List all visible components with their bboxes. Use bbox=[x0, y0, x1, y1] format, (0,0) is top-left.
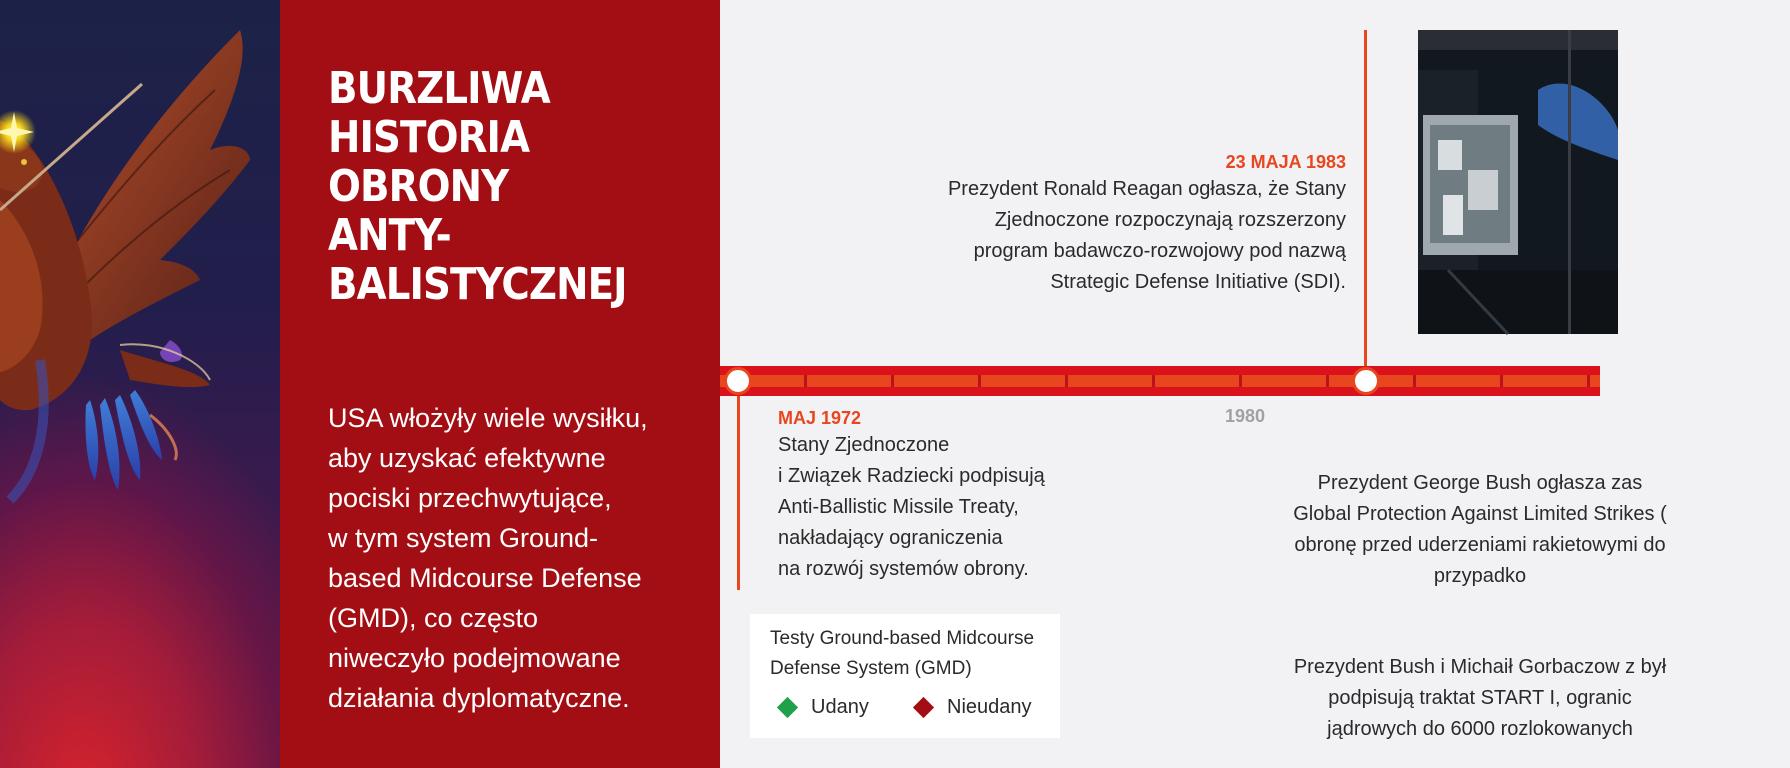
event-line: na rozwój systemów obrony. bbox=[778, 558, 1029, 580]
title-line: OBRONY bbox=[328, 161, 509, 212]
event-photo bbox=[1418, 30, 1618, 334]
intro-line: aby uzyskać efektywne bbox=[328, 443, 606, 473]
intro-line: based Midcourse Defense bbox=[328, 563, 642, 593]
eagle-illustration bbox=[0, 0, 280, 768]
legend-title bbox=[770, 624, 1034, 684]
connector-1983 bbox=[1364, 30, 1367, 370]
event-line: Global Protection Against Limited Strikes ( bbox=[1293, 503, 1667, 525]
event-line: Prezydent Ronald Reagan ogłasza, że Stany bbox=[947, 178, 1346, 200]
timeline-node-1983[interactable] bbox=[1352, 367, 1380, 395]
photo-image bbox=[1418, 30, 1618, 334]
legend-failure bbox=[916, 696, 1032, 719]
title-line: ANTY- bbox=[328, 210, 451, 261]
intro-line: w tym system Ground- bbox=[328, 523, 599, 553]
intro-line: (GMD), co często bbox=[328, 603, 539, 633]
legend-success bbox=[780, 696, 869, 719]
event-line: jądrowych do 6000 rozlokowanych bbox=[1327, 718, 1633, 740]
event-date: 23 MAJA 1983 bbox=[1225, 152, 1346, 172]
event-line: Prezydent George Bush ogłasza zas bbox=[1317, 472, 1643, 494]
event-line: podpisują traktat START I, ogranic bbox=[1328, 687, 1632, 709]
title-line: BURZLIWA bbox=[328, 63, 550, 114]
event-1972 bbox=[778, 406, 1045, 585]
event-date: MAJ 1972 bbox=[778, 408, 862, 428]
event-1983 bbox=[948, 150, 1346, 298]
event-description bbox=[948, 174, 1346, 298]
intro-line: pociski przechwytujące, bbox=[328, 483, 612, 513]
title-panel bbox=[280, 0, 720, 768]
legend-success-label: Udany bbox=[811, 696, 869, 718]
legend-failure-label: Nieudany bbox=[947, 696, 1032, 718]
title-line: HISTORIA bbox=[328, 112, 530, 163]
event-line: przypadko bbox=[1433, 565, 1527, 587]
event-line: program badawczo-rozwojowy pod nazwą bbox=[973, 240, 1346, 262]
timeline-node-1972[interactable] bbox=[724, 367, 752, 395]
event-line: Strategic Defense Initiative (SDI). bbox=[1050, 271, 1346, 293]
year-label-1980: 1980 bbox=[1225, 406, 1266, 426]
intro-line: niweczyło podejmowane bbox=[328, 643, 621, 673]
timeline bbox=[720, 0, 1667, 768]
event-description bbox=[778, 430, 1045, 585]
event-start-1 bbox=[1170, 652, 1790, 745]
event-bush-gpals bbox=[1170, 468, 1790, 592]
intro-text bbox=[328, 398, 708, 718]
event-line: Prezydent Bush i Michaił Gorbaczow z był bbox=[1293, 656, 1667, 678]
intro-line: działania dyplomatyczne. bbox=[328, 683, 630, 713]
event-line: i Związek Radziecki podpisują bbox=[778, 465, 1045, 487]
success-diamond-icon bbox=[777, 697, 798, 718]
page-title bbox=[328, 64, 627, 309]
legend-title-line: Testy Ground-based Midcourse bbox=[770, 628, 1035, 649]
event-line: obronę przed uderzeniami rakietowymi do bbox=[1294, 534, 1666, 556]
gmd-test-legend bbox=[750, 614, 1060, 738]
eagle-artwork bbox=[0, 0, 280, 768]
legend-title-line: Defense System (GMD) bbox=[770, 658, 972, 679]
event-line: Stany Zjednoczone bbox=[778, 434, 950, 456]
connector-1972 bbox=[737, 392, 740, 590]
failure-diamond-icon bbox=[913, 697, 934, 718]
event-line: nakładający ograniczenia bbox=[778, 527, 1003, 549]
timeline-track bbox=[720, 366, 1600, 396]
title-line: BALISTYCZNEJ bbox=[328, 259, 627, 310]
event-line: Zjednoczone rozpoczynają rozszerzony bbox=[994, 209, 1346, 231]
event-line: Anti-Ballistic Missile Treaty, bbox=[778, 496, 1019, 518]
intro-line: USA włożyły wiele wysiłku, bbox=[328, 403, 648, 433]
